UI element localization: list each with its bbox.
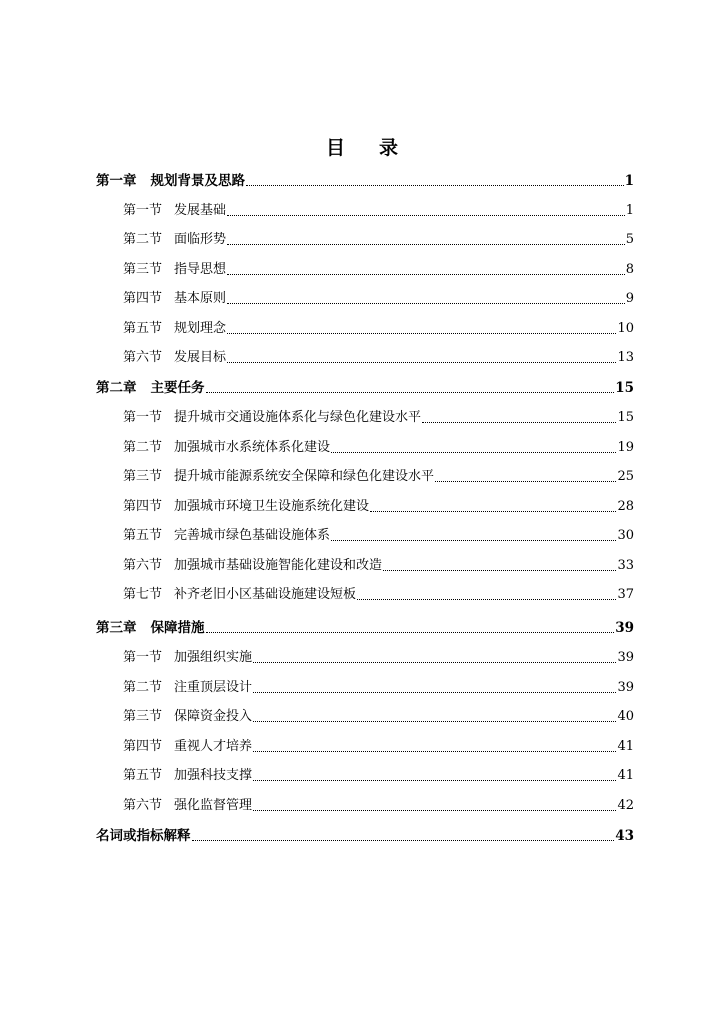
entry-number: 第四节 <box>123 291 163 306</box>
entry-page-number: 41 <box>617 738 634 754</box>
entry-title: 面临形势 <box>174 232 227 247</box>
dot-leader <box>206 631 615 633</box>
dot-leader <box>227 361 616 363</box>
entry-number: 第二节 <box>123 439 163 455</box>
entry-page-number: 39 <box>617 650 634 665</box>
entry-page-number: 8 <box>625 261 634 277</box>
entry-number: 第六节 <box>123 797 163 813</box>
entry-page-number: 5 <box>625 232 634 247</box>
entry-page-number: 39 <box>615 620 634 636</box>
entry-title: 名词或指标解释 <box>96 828 191 844</box>
entry-title: 加强城市基础设施智能化建设和改造 <box>174 557 383 573</box>
entry-number: 第四节 <box>123 498 163 514</box>
toc-section-entry[interactable] <box>123 345 634 367</box>
entry-page-number: 1 <box>624 173 634 189</box>
toc-section-entry[interactable] <box>123 645 634 667</box>
dot-leader <box>206 391 615 393</box>
entry-page-number: 42 <box>617 797 634 813</box>
toc-section-entry[interactable] <box>123 405 634 427</box>
toc-section-entry[interactable] <box>123 464 634 486</box>
dot-leader <box>370 510 616 512</box>
entry-number: 第一章 <box>96 173 137 189</box>
toc-section-entry[interactable] <box>123 523 634 545</box>
toc-heading-left: 目 <box>325 137 345 159</box>
toc-section-entry[interactable] <box>123 763 634 785</box>
dot-leader <box>253 809 616 811</box>
entry-page-number: 43 <box>615 828 634 844</box>
entry-number: 第一节 <box>123 650 163 665</box>
entry-title: 加强城市环境卫生设施系统化建设 <box>174 498 370 514</box>
toc-section-entry[interactable] <box>123 675 634 697</box>
entry-title: 强化监督管理 <box>174 797 253 813</box>
entry-number: 第一节 <box>123 410 163 425</box>
dot-leader <box>227 332 616 334</box>
toc-heading <box>0 133 724 160</box>
entry-number: 第三节 <box>123 261 163 277</box>
entry-number: 第三节 <box>123 469 163 484</box>
entry-title: 发展目标 <box>174 350 227 365</box>
toc-section-entry[interactable] <box>123 582 634 604</box>
entry-title: 重视人才培养 <box>174 738 253 754</box>
entry-number: 第三章 <box>96 620 137 636</box>
entry-page-number: 28 <box>617 498 634 514</box>
entry-page-number: 15 <box>617 410 634 425</box>
toc-heading-right: 录 <box>379 137 399 159</box>
entry-title: 加强科技支撑 <box>174 768 253 783</box>
toc-section-entry[interactable] <box>123 704 634 726</box>
toc-section-entry[interactable] <box>123 494 634 516</box>
entry-number: 第二节 <box>123 232 163 247</box>
dot-leader <box>253 779 616 781</box>
entry-title: 加强城市水系统体系化建设 <box>174 439 331 455</box>
toc-section-entry[interactable] <box>123 316 634 338</box>
entry-title: 加强组织实施 <box>174 650 253 665</box>
toc-section-entry[interactable] <box>123 435 634 457</box>
entry-page-number: 39 <box>617 679 634 695</box>
entry-title: 完善城市绿色基础设施体系 <box>174 528 331 543</box>
entry-number: 第二节 <box>123 679 163 695</box>
dot-leader <box>227 302 625 304</box>
toc-chapter-entry[interactable] <box>96 168 634 190</box>
dot-leader <box>227 214 625 216</box>
entry-number: 第六节 <box>123 557 163 573</box>
entry-page-number: 25 <box>617 469 634 484</box>
entry-page-number: 19 <box>617 439 634 455</box>
dot-leader <box>227 273 625 275</box>
toc-section-entry[interactable] <box>123 793 634 815</box>
entry-page-number: 15 <box>615 380 634 396</box>
entry-number: 第七节 <box>123 587 163 602</box>
entry-title: 注重顶层设计 <box>174 679 253 695</box>
dot-leader <box>422 421 616 423</box>
dot-leader <box>246 184 624 186</box>
entry-page-number: 13 <box>617 350 634 365</box>
entry-title: 发展基础 <box>174 202 227 218</box>
entry-title: 规划背景及思路 <box>150 173 245 189</box>
entry-number: 第二章 <box>96 380 137 396</box>
entry-page-number: 10 <box>617 320 634 336</box>
entry-title: 提升城市能源系统安全保障和绿色化建设水平 <box>174 469 435 484</box>
entry-page-number: 41 <box>617 768 634 783</box>
dot-leader <box>253 661 616 663</box>
dot-leader <box>331 451 616 453</box>
entry-number: 第四节 <box>123 738 163 754</box>
dot-leader <box>331 539 616 541</box>
entry-title: 规划理念 <box>174 320 227 336</box>
entry-title: 补齐老旧小区基础设施建设短板 <box>174 587 357 602</box>
entry-page-number: 40 <box>617 709 634 724</box>
toc-section-entry[interactable] <box>123 257 634 279</box>
toc-section-entry[interactable] <box>123 553 634 575</box>
toc-section-entry[interactable] <box>123 198 634 220</box>
dot-leader <box>383 569 616 571</box>
entry-page-number: 1 <box>625 202 634 218</box>
entry-number: 第三节 <box>123 709 163 724</box>
entry-title: 基本原则 <box>174 291 227 306</box>
entry-number: 第六节 <box>123 350 163 365</box>
entry-title: 主要任务 <box>150 380 205 396</box>
entry-page-number: 37 <box>617 587 634 602</box>
entry-number: 第五节 <box>123 320 163 336</box>
dot-leader <box>253 691 616 693</box>
entry-page-number: 30 <box>617 528 634 543</box>
dot-leader <box>227 243 625 245</box>
dot-leader <box>253 720 616 722</box>
entry-title: 指导思想 <box>174 261 227 277</box>
toc-section-entry[interactable] <box>123 286 634 308</box>
entry-title: 保障资金投入 <box>174 709 253 724</box>
entry-number: 第五节 <box>123 528 163 543</box>
toc-section-entry[interactable] <box>123 734 634 756</box>
dot-leader <box>357 598 616 600</box>
toc-chapter-entry[interactable] <box>96 615 634 637</box>
entry-number: 第五节 <box>123 768 163 783</box>
toc-section-entry[interactable] <box>123 227 634 249</box>
toc-chapter-entry[interactable] <box>96 823 634 845</box>
dot-leader <box>435 480 616 482</box>
toc-chapter-entry[interactable] <box>96 375 634 397</box>
entry-page-number: 9 <box>625 291 634 306</box>
entry-number: 第一节 <box>123 202 163 218</box>
entry-title: 保障措施 <box>150 620 205 636</box>
dot-leader <box>192 839 615 841</box>
entry-page-number: 33 <box>617 557 634 573</box>
dot-leader <box>253 750 616 752</box>
entry-title: 提升城市交通设施体系化与绿色化建设水平 <box>174 410 422 425</box>
